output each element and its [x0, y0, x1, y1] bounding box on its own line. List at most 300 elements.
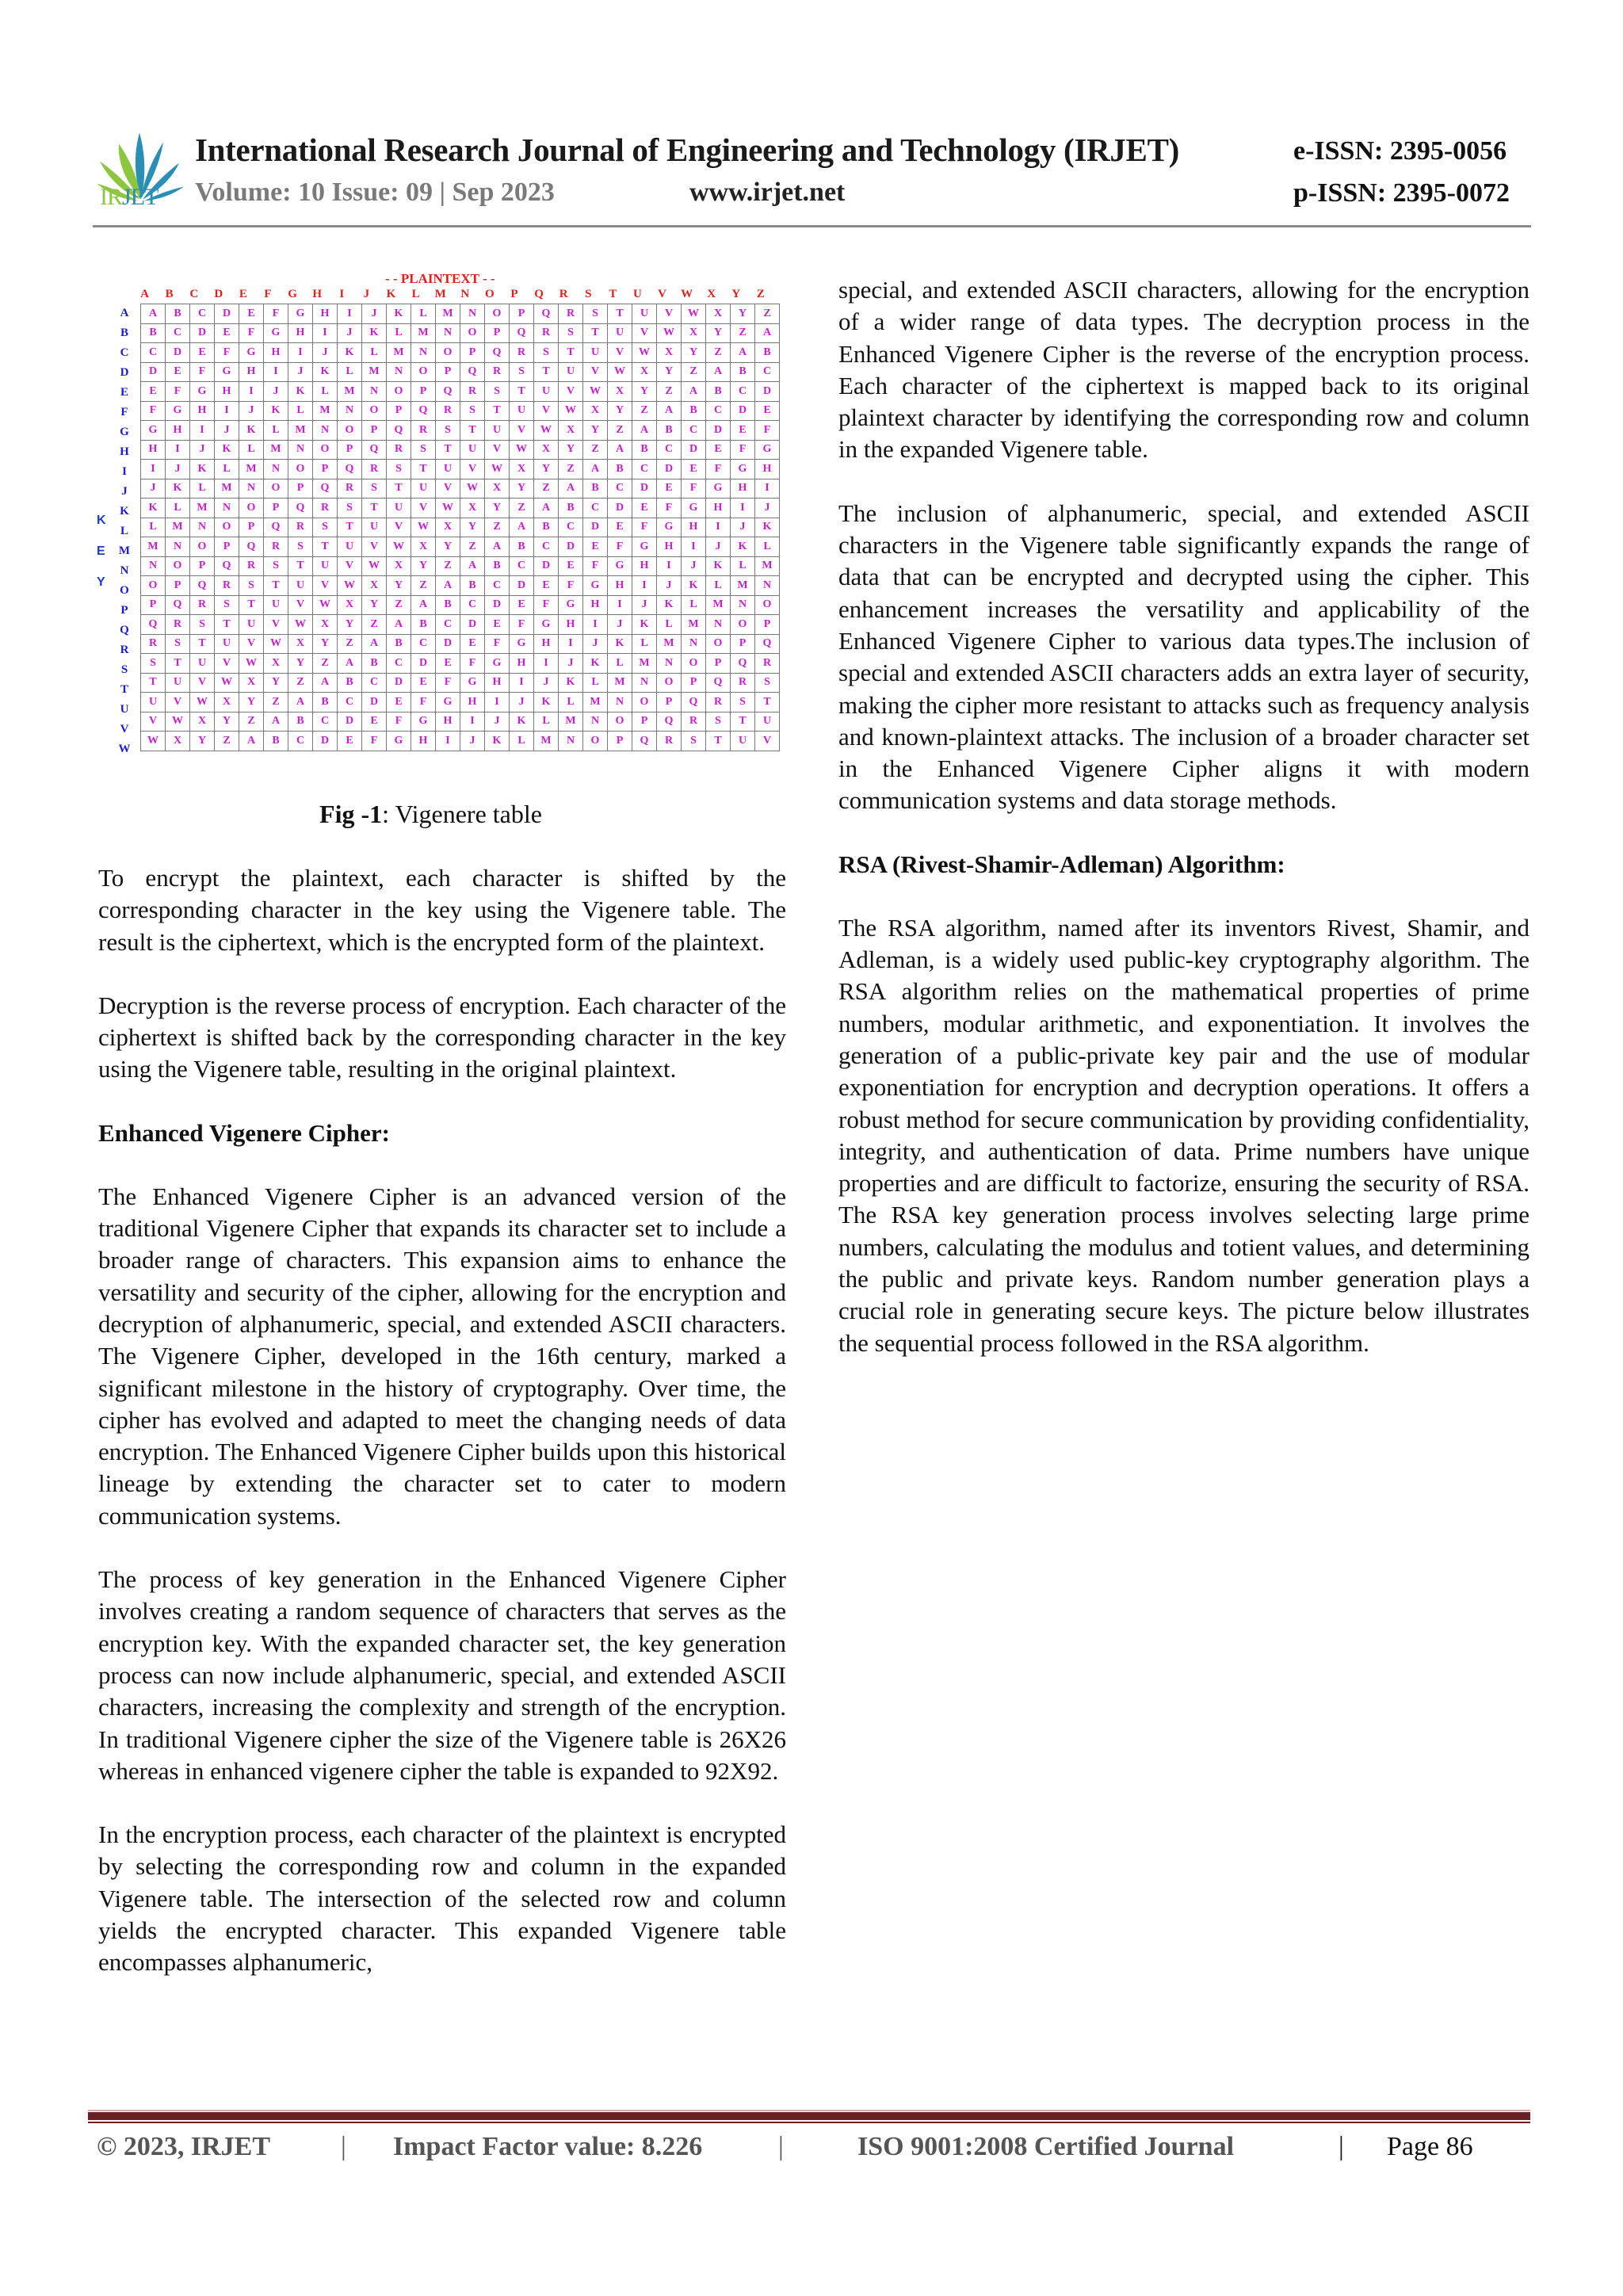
table-cell: T	[755, 693, 780, 712]
column-header: A	[140, 288, 149, 300]
column-header: R	[559, 288, 568, 300]
table-cell: O	[338, 421, 362, 441]
table-cell: F	[534, 595, 559, 615]
table-cell: L	[657, 615, 682, 635]
table-cell: U	[387, 499, 411, 518]
table-cell: H	[706, 499, 731, 518]
table-cell: Y	[731, 304, 755, 324]
table-cell: M	[731, 576, 755, 596]
table-cell: G	[239, 343, 264, 363]
table-cell: Z	[583, 440, 608, 460]
table-cell: C	[485, 576, 510, 596]
table-cell: A	[387, 615, 411, 635]
table-cell: X	[239, 673, 264, 693]
table-cell: R	[288, 518, 313, 537]
table-cell: R	[239, 556, 264, 576]
table-cell: K	[215, 440, 239, 460]
table-cell: T	[534, 362, 559, 382]
table-cell: V	[166, 693, 190, 712]
table-row	[141, 673, 780, 693]
paragraph-encryption-process: In the encryption process, each character of the plaintext is encrypted by selecting the corresponding row and column in the expanded Vigenere table. The intersection of the selected row and column yields the encrypted character. This expanded Vigenere table encompasses alphanumeric,	[98, 1820, 786, 1977]
table-cell: A	[411, 595, 436, 615]
table-cell: I	[583, 615, 608, 635]
row-label: I	[122, 465, 127, 478]
table-cell: F	[362, 732, 387, 751]
table-cell: S	[755, 673, 780, 693]
row-label: D	[120, 366, 129, 379]
table-cell: T	[731, 712, 755, 732]
table-cell: Y	[534, 460, 559, 479]
table-cell: U	[460, 440, 485, 460]
footer-rule-thin	[88, 2122, 1530, 2123]
table-cell: H	[141, 440, 166, 460]
column-header: Y	[731, 288, 741, 300]
table-cell: E	[166, 362, 190, 382]
table-cell: A	[460, 556, 485, 576]
table-row	[141, 343, 780, 363]
table-cell: O	[264, 479, 288, 499]
table-cell: A	[608, 440, 632, 460]
table-cell: E	[608, 518, 632, 537]
table-cell: T	[166, 654, 190, 674]
table-cell: M	[657, 634, 682, 654]
table-cell: I	[510, 673, 534, 693]
table-cell: K	[632, 615, 657, 635]
table-cell: E	[239, 304, 264, 324]
table-cell: V	[215, 654, 239, 674]
table-cell: M	[166, 518, 190, 537]
table-cell: N	[387, 362, 411, 382]
table-cell: K	[706, 556, 731, 576]
table-cell: Z	[632, 401, 657, 421]
table-cell: Y	[682, 343, 706, 363]
table-cell: P	[460, 343, 485, 363]
table-cell: H	[632, 556, 657, 576]
table-cell: A	[264, 712, 288, 732]
table-cell: H	[288, 323, 313, 343]
table-cell: A	[731, 343, 755, 363]
table-cell: W	[387, 537, 411, 557]
table-cell: T	[559, 343, 583, 363]
table-cell: X	[288, 634, 313, 654]
table-cell: N	[313, 421, 338, 441]
table-cell: P	[313, 460, 338, 479]
table-cell: C	[534, 537, 559, 557]
table-cell: J	[313, 343, 338, 363]
table-cell: V	[608, 343, 632, 363]
column-header: P	[510, 288, 518, 300]
table-cell: X	[608, 382, 632, 402]
table-cell: O	[239, 499, 264, 518]
key-label-letter: Y	[97, 575, 105, 589]
table-cell: O	[755, 595, 780, 615]
table-cell: V	[632, 323, 657, 343]
table-cell: V	[264, 615, 288, 635]
table-cell: X	[166, 732, 190, 751]
table-cell: R	[755, 654, 780, 674]
table-cell: T	[460, 421, 485, 441]
table-cell: I	[608, 595, 632, 615]
plaintext-axis-label: - - PLAINTEXT - -	[385, 271, 495, 286]
table-cell: D	[682, 440, 706, 460]
table-cell: B	[141, 323, 166, 343]
table-cell: L	[583, 673, 608, 693]
table-cell: B	[460, 576, 485, 596]
table-cell: X	[632, 362, 657, 382]
table-cell: Y	[313, 634, 338, 654]
table-cell: U	[166, 673, 190, 693]
column-header: S	[585, 288, 592, 300]
table-cell: H	[460, 693, 485, 712]
column-header: D	[214, 288, 223, 300]
table-cell: K	[534, 693, 559, 712]
table-cell: G	[706, 479, 731, 499]
table-cell: S	[436, 421, 460, 441]
table-cell: V	[559, 382, 583, 402]
table-cell: V	[755, 732, 780, 751]
table-cell: B	[264, 732, 288, 751]
table-cell: M	[338, 382, 362, 402]
table-cell: I	[485, 693, 510, 712]
table-cell: X	[682, 323, 706, 343]
table-cell: F	[436, 673, 460, 693]
table-cell: L	[239, 440, 264, 460]
table-cell: A	[313, 673, 338, 693]
table-cell: O	[657, 673, 682, 693]
table-cell: B	[288, 712, 313, 732]
table-row	[141, 304, 780, 324]
table-cell: E	[141, 382, 166, 402]
table-cell: K	[731, 537, 755, 557]
column-header: F	[264, 288, 272, 300]
table-cell: B	[706, 382, 731, 402]
table-cell: E	[510, 595, 534, 615]
table-cell: X	[411, 537, 436, 557]
table-cell: U	[411, 479, 436, 499]
table-cell: Z	[387, 595, 411, 615]
table-cell: L	[338, 362, 362, 382]
table-cell: L	[682, 595, 706, 615]
key-label-letter: E	[97, 544, 105, 558]
table-cell: V	[485, 440, 510, 460]
journal-title: International Research Journal of Engineering and Technology (IRJET)	[195, 132, 1179, 168]
table-cell: D	[141, 362, 166, 382]
paragraph-decryption-process: special, and extended ASCII characters, allowing for the encryption of a wider range of data types. The decryption process in the Enhanced Vigenere Cipher is the reverse of the encryption process. Each character of the ciphertext is mapped back to its original plaintext character by identifying the corresponding row and column in the expanded Vigenere table.	[838, 276, 1529, 464]
table-cell: U	[608, 323, 632, 343]
table-cell: B	[411, 615, 436, 635]
table-cell: B	[657, 421, 682, 441]
table-cell: S	[190, 615, 215, 635]
table-cell: Z	[313, 654, 338, 674]
column-header: Q	[534, 288, 544, 300]
table-cell: H	[239, 362, 264, 382]
table-cell: G	[657, 518, 682, 537]
table-cell: U	[141, 693, 166, 712]
table-cell: J	[460, 732, 485, 751]
table-cell: R	[338, 479, 362, 499]
table-cell: Z	[338, 634, 362, 654]
table-cell: L	[755, 537, 780, 557]
table-cell: P	[338, 440, 362, 460]
table-cell: S	[166, 634, 190, 654]
key-label-letter: K	[97, 514, 106, 527]
table-cell: A	[657, 401, 682, 421]
table-cell: Y	[706, 323, 731, 343]
table-cell: G	[460, 673, 485, 693]
table-cell: N	[682, 634, 706, 654]
table-cell: M	[362, 362, 387, 382]
table-cell: G	[559, 595, 583, 615]
table-cell: P	[362, 421, 387, 441]
table-cell: R	[411, 421, 436, 441]
table-cell: N	[706, 615, 731, 635]
row-label: S	[120, 663, 128, 676]
table-cell: R	[215, 576, 239, 596]
column-header: C	[189, 288, 199, 300]
table-cell: L	[215, 460, 239, 479]
table-cell: I	[264, 362, 288, 382]
table-cell: S	[534, 343, 559, 363]
table-cell: L	[387, 323, 411, 343]
table-cell: N	[608, 693, 632, 712]
table-cell: C	[583, 499, 608, 518]
table-cell: Z	[239, 712, 264, 732]
right-text-column	[838, 274, 1529, 1391]
table-cell: W	[510, 440, 534, 460]
table-cell: C	[706, 401, 731, 421]
table-cell: I	[632, 576, 657, 596]
table-cell: J	[485, 712, 510, 732]
table-cell: P	[608, 732, 632, 751]
table-cell: S	[215, 595, 239, 615]
table-cell: V	[411, 499, 436, 518]
table-cell: Z	[706, 343, 731, 363]
table-cell: W	[608, 362, 632, 382]
table-cell: C	[657, 440, 682, 460]
table-cell: B	[510, 537, 534, 557]
row-label: L	[120, 525, 128, 537]
row-label: C	[120, 346, 129, 359]
table-cell: Y	[411, 556, 436, 576]
table-cell: B	[608, 460, 632, 479]
table-cell: B	[534, 518, 559, 537]
table-cell: U	[510, 401, 534, 421]
table-cell: Z	[608, 421, 632, 441]
table-cell: Q	[190, 576, 215, 596]
table-row	[141, 460, 780, 479]
table-cell: V	[288, 595, 313, 615]
table-cell: Q	[362, 440, 387, 460]
table-cell: J	[657, 576, 682, 596]
journal-website-link[interactable]: www.irjet.net	[689, 178, 846, 207]
table-cell: Q	[755, 634, 780, 654]
table-cell: W	[485, 460, 510, 479]
table-cell: H	[608, 576, 632, 596]
table-cell: Q	[460, 362, 485, 382]
table-cell: R	[313, 499, 338, 518]
table-cell: Q	[264, 518, 288, 537]
table-cell: H	[411, 732, 436, 751]
table-cell: F	[657, 499, 682, 518]
table-cell: K	[559, 673, 583, 693]
left-text-column	[98, 862, 786, 1979]
table-cell: C	[411, 634, 436, 654]
table-cell: N	[411, 343, 436, 363]
table-cell: Y	[583, 421, 608, 441]
table-cell: H	[436, 712, 460, 732]
table-cell: S	[362, 479, 387, 499]
row-label: A	[120, 307, 129, 319]
table-cell: X	[706, 304, 731, 324]
table-cell: H	[534, 634, 559, 654]
p-issn: p-ISSN: 2395-0072	[1293, 178, 1510, 208]
table-cell: I	[288, 343, 313, 363]
table-cell: I	[239, 382, 264, 402]
column-header: U	[633, 288, 642, 300]
table-cell: W	[264, 634, 288, 654]
table-cell: D	[436, 634, 460, 654]
table-cell: S	[288, 537, 313, 557]
table-cell: L	[706, 576, 731, 596]
table-cell: A	[559, 479, 583, 499]
table-cell: L	[264, 421, 288, 441]
table-row	[141, 693, 780, 712]
table-cell: Y	[436, 537, 460, 557]
page-number: Page 86	[1387, 2132, 1473, 2161]
table-cell: N	[632, 673, 657, 693]
paragraph-rsa: The RSA algorithm, named after its inventors Rivest, Shamir, and Adleman, is a widely used public-key cryptography algorithm. The RSA algorithm relies on the mathematical properties of prime numbers, modular arithmetic, and exponentiation. It involves the generation of a public-private key pair and the use of modular exponentiation for encryption and decryption operations. It offers a robust method for secure communication by providing confidentiality, integrity, and authentication of data. Prime numbers have unique properties and are difficult to factorize, ensuring the security of RSA. The RSA key generation process involves selecting large prime numbers, calculating the modulus and totient values, and determining the public and private keys. Random number generation plays a crucial role in generating secure keys. The picture below illustrates the sequential process followed in the RSA algorithm.	[838, 913, 1529, 1357]
table-cell: C	[559, 518, 583, 537]
table-cell: V	[387, 518, 411, 537]
table-cell: Y	[485, 499, 510, 518]
table-cell: Q	[706, 673, 731, 693]
table-cell: U	[583, 343, 608, 363]
table-cell: N	[141, 556, 166, 576]
table-row	[141, 421, 780, 441]
table-cell: D	[583, 518, 608, 537]
column-header: G	[288, 288, 297, 300]
row-label: T	[120, 683, 128, 696]
table-cell: P	[387, 401, 411, 421]
table-cell: R	[190, 595, 215, 615]
table-cell: O	[166, 556, 190, 576]
table-cell: O	[411, 362, 436, 382]
table-cell: L	[190, 479, 215, 499]
table-cell: M	[436, 304, 460, 324]
table-cell: Y	[632, 382, 657, 402]
table-cell: R	[510, 343, 534, 363]
table-cell: Z	[559, 460, 583, 479]
table-cell: F	[460, 654, 485, 674]
table-cell: G	[534, 615, 559, 635]
table-cell: V	[583, 362, 608, 382]
table-cell: W	[215, 673, 239, 693]
table-cell: I	[190, 421, 215, 441]
table-cell: J	[682, 556, 706, 576]
table-cell: H	[215, 382, 239, 402]
table-cell: W	[190, 693, 215, 712]
column-header: E	[239, 288, 247, 300]
table-cell: M	[215, 479, 239, 499]
table-cell: D	[460, 615, 485, 635]
table-cell: S	[460, 401, 485, 421]
table-cell: N	[190, 518, 215, 537]
table-cell: W	[682, 304, 706, 324]
table-cell: C	[460, 595, 485, 615]
table-cell: F	[583, 556, 608, 576]
table-cell: O	[362, 401, 387, 421]
table-cell: F	[166, 382, 190, 402]
table-cell: W	[436, 499, 460, 518]
table-cell: T	[706, 732, 731, 751]
volume-issue: Volume: 10 Issue: 09 | Sep 2023	[195, 178, 555, 207]
table-cell: D	[755, 382, 780, 402]
table-cell: Z	[534, 479, 559, 499]
table-cell: R	[460, 382, 485, 402]
table-cell: M	[534, 732, 559, 751]
table-cell: G	[387, 732, 411, 751]
column-header: J	[363, 288, 370, 300]
table-cell: V	[362, 537, 387, 557]
table-cell: S	[731, 693, 755, 712]
column-header: X	[707, 288, 716, 300]
table-cell: P	[485, 323, 510, 343]
table-cell: P	[264, 499, 288, 518]
footer-impact-factor: Impact Factor value: 8.226	[393, 2132, 703, 2161]
table-cell: M	[313, 401, 338, 421]
table-cell: F	[632, 518, 657, 537]
figure-caption-text: : Vigenere table	[382, 800, 542, 828]
e-issn: e-ISSN: 2395-0056	[1293, 136, 1507, 166]
table-cell: X	[436, 518, 460, 537]
table-cell: I	[436, 732, 460, 751]
table-cell: L	[510, 732, 534, 751]
table-cell: A	[682, 382, 706, 402]
paragraph-enhanced-intro: The Enhanced Vigenere Cipher is an advanced version of the traditional Vigenere Cipher that expands its character set to include a broader range of characters. This expansion aims to enhance the versatility and security of the cipher, allowing for the encryption and decryption of alphanumeric, special, and extended ASCII characters. The Vigenere Cipher, developed in the 16th century, marked a significant milestone in the history of cryptography. Over time, the cipher has evolved and adapted to meet the changing needs of data encryption. The Enhanced Vigenere Cipher builds upon this historical lineage by extending the character set to cater to modern communication systems.	[98, 1182, 786, 1530]
table-cell: Q	[632, 732, 657, 751]
table-cell: G	[288, 304, 313, 324]
table-cell: W	[313, 595, 338, 615]
table-cell: E	[583, 537, 608, 557]
table-cell: Y	[215, 712, 239, 732]
table-cell: I	[731, 499, 755, 518]
table-cell: Y	[264, 673, 288, 693]
table-cell: M	[141, 537, 166, 557]
table-cell: O	[288, 460, 313, 479]
table-cell: U	[190, 654, 215, 674]
table-cell: C	[608, 479, 632, 499]
table-cell: L	[632, 634, 657, 654]
table-cell: N	[436, 323, 460, 343]
table-cell: W	[559, 401, 583, 421]
table-cell: K	[166, 479, 190, 499]
table-cell: A	[141, 304, 166, 324]
table-cell: I	[460, 712, 485, 732]
table-cell: P	[141, 595, 166, 615]
table-cell: O	[731, 615, 755, 635]
table-cell: G	[485, 654, 510, 674]
table-cell: E	[436, 654, 460, 674]
key-row-labels	[117, 304, 132, 759]
row-label: K	[120, 505, 129, 518]
table-cell: O	[608, 712, 632, 732]
table-cell: M	[264, 440, 288, 460]
table-row	[141, 479, 780, 499]
table-cell: P	[411, 382, 436, 402]
table-cell: U	[632, 304, 657, 324]
table-cell: Q	[510, 323, 534, 343]
table-cell: P	[706, 654, 731, 674]
